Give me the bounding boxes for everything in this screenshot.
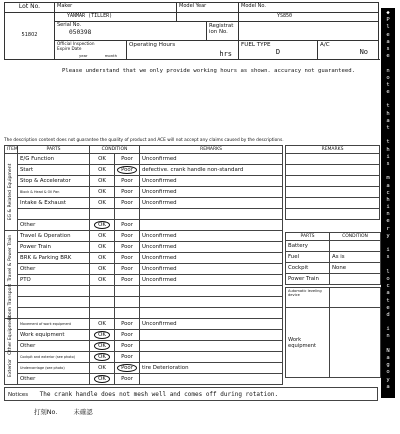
sidebar-char	[381, 262, 395, 269]
part-label: PTO	[18, 275, 90, 286]
ac-label: A/C	[320, 42, 330, 48]
table-row	[5, 264, 283, 275]
part-label: Cockpit and exterior (see photo)	[18, 352, 90, 363]
fuel-cell	[239, 41, 318, 60]
work-equipment-label: Work equipment	[286, 308, 330, 378]
part-label: Stop & Accelerator	[18, 176, 90, 187]
registration-label-2: ion No.	[209, 29, 228, 36]
table-row	[286, 274, 381, 285]
serial-cell	[55, 22, 207, 41]
ac-value: No	[359, 48, 369, 57]
poor-option: Poor	[115, 176, 140, 187]
inspection-table	[4, 145, 283, 385]
part-label: Cockpit	[286, 263, 330, 274]
part-condition	[330, 274, 381, 285]
remark-text: Unconfirmed	[140, 264, 283, 275]
remark-text	[140, 220, 283, 231]
sidebar-char: e	[386, 304, 390, 311]
part-condition: As is	[330, 252, 381, 263]
poor-option	[115, 286, 140, 297]
sidebar-char: h	[386, 146, 390, 153]
part-label: Start	[18, 165, 90, 176]
sidebar-char: P	[386, 17, 390, 24]
remark-text: Unconfirmed	[140, 231, 283, 242]
sidebar-char	[381, 319, 395, 326]
table-row	[5, 220, 283, 231]
ok-option: OK	[90, 198, 115, 209]
fuel-label: FUEL TYPE	[241, 42, 271, 48]
sidebar-char: y	[386, 376, 390, 383]
ok-option: OK	[90, 275, 115, 286]
stamp-number-label: 打刻No.	[34, 408, 58, 416]
sidebar-char: l	[386, 268, 390, 275]
sidebar-char: l	[386, 24, 390, 31]
sidebar-char: e	[386, 218, 390, 225]
part-label: Other	[18, 264, 90, 275]
sidebar-char: c	[386, 283, 390, 290]
year-label: year	[79, 52, 88, 58]
maker-cell	[55, 3, 177, 13]
remark-text: Unconfirmed	[140, 253, 283, 264]
sidebar-char: s	[386, 45, 390, 52]
table-row	[5, 176, 283, 187]
ok-option	[90, 286, 115, 297]
poor-option: Poor	[115, 264, 140, 275]
sidebar-char: d	[386, 419, 390, 426]
part-label	[18, 209, 90, 220]
part-label: Undercarriage (see photo)	[18, 363, 90, 374]
remark-text	[140, 330, 283, 341]
sidebar-char: a	[386, 355, 390, 361]
poor-option: Poor	[115, 231, 140, 242]
inspection-cell	[55, 41, 127, 60]
selected-circle: Poor	[117, 364, 137, 372]
hours-cell	[127, 41, 239, 60]
ok-option-selected	[90, 374, 115, 385]
sidebar-char: g	[386, 362, 390, 369]
table-row	[5, 308, 283, 319]
model-no-value: YS850	[239, 13, 379, 22]
ok-option: OK	[90, 165, 115, 176]
sidebar-char: d	[386, 311, 390, 318]
remark-line	[286, 165, 380, 176]
remark-text	[140, 308, 283, 319]
poor-option	[115, 308, 140, 319]
work-equipment-value	[330, 308, 381, 378]
model-no-label: Model No.	[241, 3, 266, 9]
poor-option: Poor	[115, 330, 140, 341]
group-boom: Boom Transport	[5, 286, 18, 319]
auto-leveling-value	[330, 288, 381, 308]
table-row	[5, 231, 283, 242]
stamp-number-value: 未確認	[73, 408, 93, 416]
table-row	[5, 341, 283, 352]
remark-text	[140, 209, 283, 220]
poor-option-selected	[115, 165, 140, 176]
hours-unit: hrs	[219, 49, 233, 58]
notices-label: Notices	[8, 392, 29, 398]
remark-line	[286, 209, 380, 220]
remark-text: Unconfirmed	[140, 176, 283, 187]
sidebar-char	[381, 96, 395, 103]
part-label	[18, 286, 90, 297]
ok-option	[90, 297, 115, 308]
ok-option-selected	[90, 330, 115, 341]
part-label	[18, 297, 90, 308]
part-label: BRK & Parking BRK	[18, 253, 90, 264]
hours-label: Operating Hours	[129, 42, 176, 48]
inspection-label-1: Official Inspection	[57, 41, 95, 46]
sidebar-char: n	[386, 333, 390, 340]
ok-option-selected	[90, 341, 115, 352]
remark-line	[286, 154, 380, 165]
ok-option	[90, 209, 115, 220]
group-exterior: Exterior	[5, 352, 18, 385]
part-label: Block & Head & Oil Pan	[18, 187, 90, 198]
table-row	[5, 242, 283, 253]
sidebar-char: a	[386, 290, 390, 297]
sidebar-char: ◆	[386, 426, 390, 433]
serial-label: Serial No.	[57, 22, 82, 28]
header-table	[4, 2, 379, 60]
stamp-number-row	[34, 407, 93, 416]
selected-circle: OK	[94, 375, 110, 383]
condition-header: CONDITION	[90, 146, 140, 154]
sidebar-char: r	[386, 225, 390, 232]
auto-leveling-label: Automatic leveling device	[286, 288, 330, 308]
group-eg: EG & Related Equipment	[5, 154, 18, 231]
poor-option	[115, 209, 140, 220]
lot-number: 51802	[5, 13, 55, 60]
model-year-label: Model Year	[179, 3, 207, 9]
remark-text	[140, 374, 283, 385]
part-label: Battery	[286, 241, 330, 252]
poor-option: Poor	[115, 352, 140, 363]
sidebar-char: h	[386, 110, 390, 117]
remark-text: Unconfirmed	[140, 198, 283, 209]
month-label: month	[104, 52, 118, 58]
fuel-value: D	[275, 48, 281, 57]
sidebar-char: t	[386, 81, 390, 88]
remark-text: Unconfirmed	[140, 319, 283, 330]
selected-circle: OK	[94, 342, 110, 350]
ok-option: OK	[90, 176, 115, 187]
table-row	[5, 209, 283, 220]
sidebar-char: t	[386, 139, 390, 146]
table-row	[286, 263, 381, 274]
table-row	[5, 165, 283, 176]
poor-option: Poor	[115, 187, 140, 198]
equipment-spec-table	[285, 287, 381, 378]
part-label: Movement of work equipment	[18, 319, 90, 330]
part-label: Other	[18, 341, 90, 352]
poor-option: Poor	[115, 198, 140, 209]
condition-col-header: CONDITION	[330, 233, 381, 241]
poor-option: Poor	[115, 220, 140, 231]
registration-label-1: Registrat	[209, 23, 234, 29]
remark-text	[140, 286, 283, 297]
table-row	[5, 253, 283, 264]
notices-box	[4, 387, 378, 401]
inspection-label-2: Expire Date	[57, 45, 82, 51]
sidebar-char: e	[386, 89, 390, 96]
sidebar-char: n	[386, 67, 390, 74]
ok-option: OK	[90, 264, 115, 275]
poor-option: Poor	[115, 374, 140, 385]
table-row	[286, 252, 381, 263]
part-label: Fuel	[286, 252, 330, 263]
part-condition	[330, 241, 381, 252]
sidebar-char: h	[386, 196, 390, 203]
lot-label: Lot No.	[5, 3, 55, 13]
model-year-cell	[177, 3, 239, 13]
ok-option: OK	[90, 242, 115, 253]
sidebar-char: y	[386, 232, 390, 239]
sidebar-char: i	[386, 326, 390, 333]
part-label: Travel & Operation	[18, 231, 90, 242]
ok-option: OK	[90, 231, 115, 242]
poor-option: Poor	[115, 319, 140, 330]
parts-col-header: PARTS	[286, 233, 330, 241]
sidebar-char	[381, 341, 395, 348]
sidebar-char: i	[386, 153, 390, 160]
table-row	[5, 363, 283, 374]
sidebar-char: Y	[386, 398, 390, 405]
sidebar-char: r	[386, 412, 390, 419]
remark-text	[140, 352, 283, 363]
selected-circle: OK	[94, 353, 110, 361]
sidebar-char: a	[386, 117, 390, 124]
model-year-value	[177, 13, 239, 22]
part-label: E/G Function	[18, 154, 90, 165]
table-row	[5, 352, 283, 363]
table-row	[5, 319, 283, 330]
sidebar-char	[381, 391, 395, 398]
remark-line	[286, 198, 380, 209]
sidebar-char: n	[386, 211, 390, 218]
poor-option-selected	[115, 363, 140, 374]
sidebar-char: a	[386, 383, 390, 390]
sidebar-char: a	[386, 38, 390, 45]
group-other-equipment: Other Equipment	[5, 319, 18, 352]
sidebar-char: o	[386, 275, 390, 282]
part-label: Other	[18, 220, 90, 231]
selected-circle: Poor	[117, 166, 137, 174]
ok-option-selected	[90, 352, 115, 363]
table-row	[5, 198, 283, 209]
notices-text: The crank handle does not mesh well and comes off during rotation.	[39, 391, 279, 398]
part-label: Power Train	[286, 274, 330, 285]
serial-value: 050398	[69, 28, 92, 36]
table-row	[5, 374, 283, 385]
ok-option	[90, 308, 115, 319]
sidebar-char: t	[386, 103, 390, 110]
remark-text: Unconfirmed	[140, 187, 283, 198]
remark-text: defective. crank handle non-standard	[140, 165, 283, 176]
item-header: ITEM	[5, 146, 18, 154]
sidebar-char: e	[386, 53, 390, 60]
right-remarks-table	[285, 145, 380, 220]
sidebar-char: ◆	[386, 10, 390, 16]
registration-value	[239, 22, 379, 41]
table-row	[5, 297, 283, 308]
ok-option: OK	[90, 253, 115, 264]
part-condition: None	[330, 263, 381, 274]
parts-table	[285, 232, 381, 285]
ok-option: OK	[90, 187, 115, 198]
sidebar-char: o	[386, 369, 390, 376]
sidebar-char: t	[386, 297, 390, 304]
disclaimer: The description content does not guarantee the quality of product and ACE will not accept any claims caused by the descriptions.	[4, 138, 284, 143]
remark-text: Unconfirmed	[140, 275, 283, 286]
hours-notice: Please understand that we only provide working hours as shown. accuracy not guaranteed.	[62, 68, 355, 74]
ok-option: OK	[90, 363, 115, 374]
parts-header: PARTS	[18, 146, 90, 154]
sidebar-char	[381, 240, 395, 247]
poor-option: Poor	[115, 275, 140, 286]
model-no-cell	[239, 3, 379, 13]
table-row	[5, 275, 283, 286]
sidebar-char: t	[386, 125, 390, 131]
poor-option: Poor	[115, 253, 140, 264]
sidebar-char: s	[386, 254, 390, 261]
part-label: Work equipment	[18, 330, 90, 341]
sidebar-char	[381, 168, 395, 175]
remark-line	[286, 176, 380, 187]
ok-option-selected	[90, 220, 115, 231]
sidebar-char: N	[386, 347, 390, 354]
sidebar-char: o	[386, 74, 390, 81]
table-row	[5, 154, 283, 165]
sidebar-char	[381, 60, 395, 67]
location-sidebar	[381, 8, 395, 433]
sidebar-char: i	[386, 204, 390, 211]
poor-option: Poor	[115, 341, 140, 352]
table-row	[5, 330, 283, 341]
ok-option: OK	[90, 319, 115, 330]
sidebar-char: a	[386, 182, 390, 189]
part-label: Intake & Exhaust	[18, 198, 90, 209]
poor-option: Poor	[115, 242, 140, 253]
remark-text	[140, 297, 283, 308]
sidebar-char: i	[386, 247, 390, 254]
sidebar-char	[381, 132, 395, 139]
ok-option: OK	[90, 154, 115, 165]
remark-text: tire Deterioration	[140, 363, 283, 374]
sidebar-char: s	[386, 160, 390, 167]
remarks-header: REMARKS	[140, 146, 283, 154]
part-label: Power Train	[18, 242, 90, 253]
part-label: Other	[18, 374, 90, 385]
remark-text	[140, 341, 283, 352]
sidebar-char: c	[386, 189, 390, 196]
poor-option: Poor	[115, 154, 140, 165]
right-remarks-header: REMARKS	[286, 146, 380, 154]
selected-circle: OK	[94, 221, 110, 229]
poor-option	[115, 297, 140, 308]
remark-text: Unconfirmed	[140, 154, 283, 165]
part-label	[18, 308, 90, 319]
selected-circle: OK	[94, 331, 110, 339]
maker-label: Maker	[57, 3, 73, 9]
table-row	[5, 286, 283, 297]
maker-value: YANMAR (TILLER)	[55, 13, 177, 22]
registration-label-cell	[207, 22, 239, 41]
remark-text: Unconfirmed	[140, 242, 283, 253]
sidebar-char: a	[386, 405, 390, 412]
sidebar-char: e	[386, 31, 390, 38]
sidebar-char: m	[386, 175, 390, 182]
group-travel: Travel & Power Train	[5, 231, 18, 286]
table-row	[5, 187, 283, 198]
table-row	[286, 241, 381, 252]
ac-cell	[318, 41, 379, 60]
remark-line	[286, 187, 380, 198]
